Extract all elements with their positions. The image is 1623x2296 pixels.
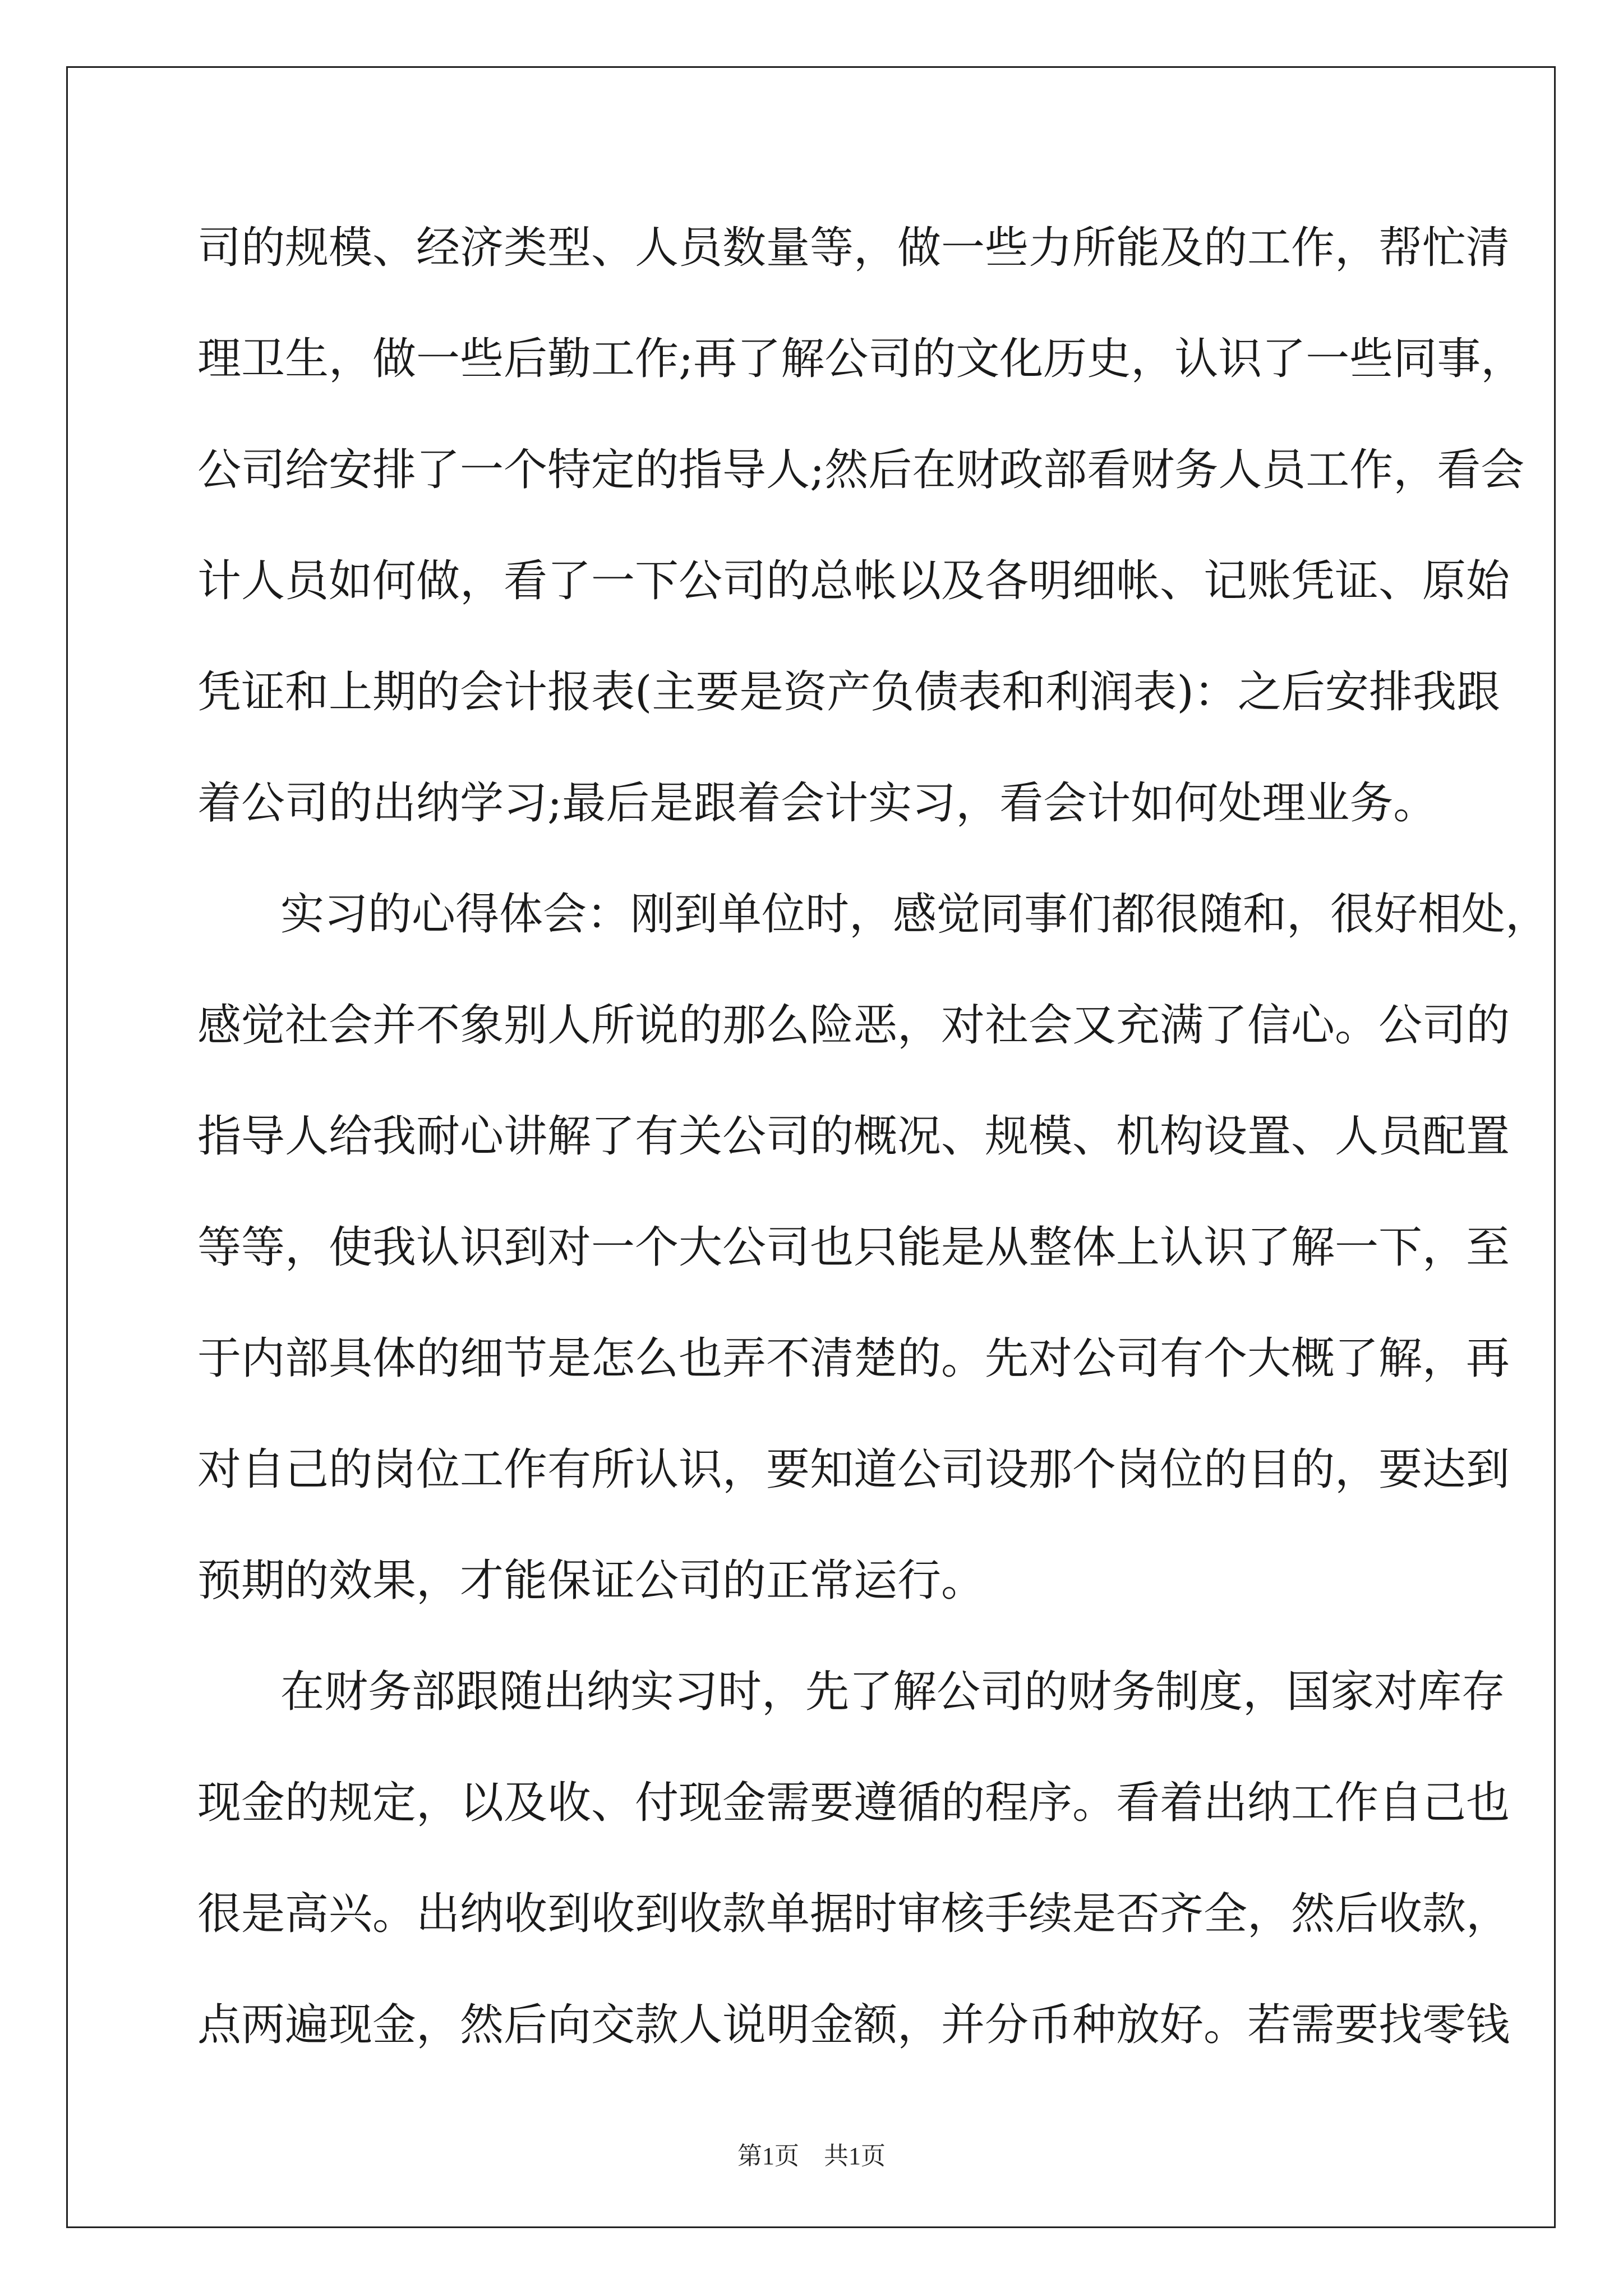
text-line: 于内部具体的细节是怎么也弄不清楚的。先对公司有个大概了解，再	[197, 1333, 1510, 1384]
paragraph-first-line: 实习的心得体会：刚到单位时，感觉同事们都很随和，很好相处，	[280, 889, 1550, 940]
text-line: 等等，使我认识到对一个大公司也只能是从整体上认识了解一下，至	[197, 1222, 1510, 1273]
text-line: 点两遍现金，然后向交款人说明金额，并分币种放好。若需要找零钱	[197, 2000, 1510, 2050]
text-line: 理卫生，做一些后勤工作;再了解公司的文化历史，认识了一些同事，	[197, 334, 1525, 384]
text-line: 计人员如何做，看了一下公司的总帐以及各明细帐、记账凭证、原始	[197, 556, 1510, 606]
text-line: 司的规模、经济类型、人员数量等，做一些力所能及的工作，帮忙清	[197, 223, 1510, 273]
text-line: 预期的效果，才能保证公司的正常运行。	[197, 1556, 985, 1606]
paragraph-first-line: 在财务部跟随出纳实习时，先了解公司的财务制度，国家对库存	[280, 1667, 1506, 1717]
text-line: 对自己的岗位工作有所认识，要知道公司设那个岗位的目的，要达到	[197, 1444, 1510, 1495]
text-line: 指导人给我耐心讲解了有关公司的概况、规模、机构设置、人员配置	[197, 1111, 1510, 1162]
page-number-footer: 第1页 共1页	[737, 2142, 886, 2170]
text-line: 现金的规定，以及收、付现金需要遵循的程序。看着出纳工作自己也	[197, 1778, 1510, 1828]
text-line: 着公司的出纳学习;最后是跟着会计实习，看会计如何处理业务。	[197, 778, 1437, 829]
text-line: 凭证和上期的会计报表(主要是资产负债表和利润表)：之后安排我跟	[197, 667, 1500, 717]
text-line: 公司给安排了一个特定的指导人;然后在财政部看财务人员工作，看会	[197, 445, 1525, 495]
text-line: 感觉社会并不象别人所说的那么险恶，对社会又充满了信心。公司的	[197, 1000, 1510, 1051]
text-line: 很是高兴。出纳收到收到收款单据时审核手续是否齐全，然后收款，	[197, 1889, 1510, 1939]
